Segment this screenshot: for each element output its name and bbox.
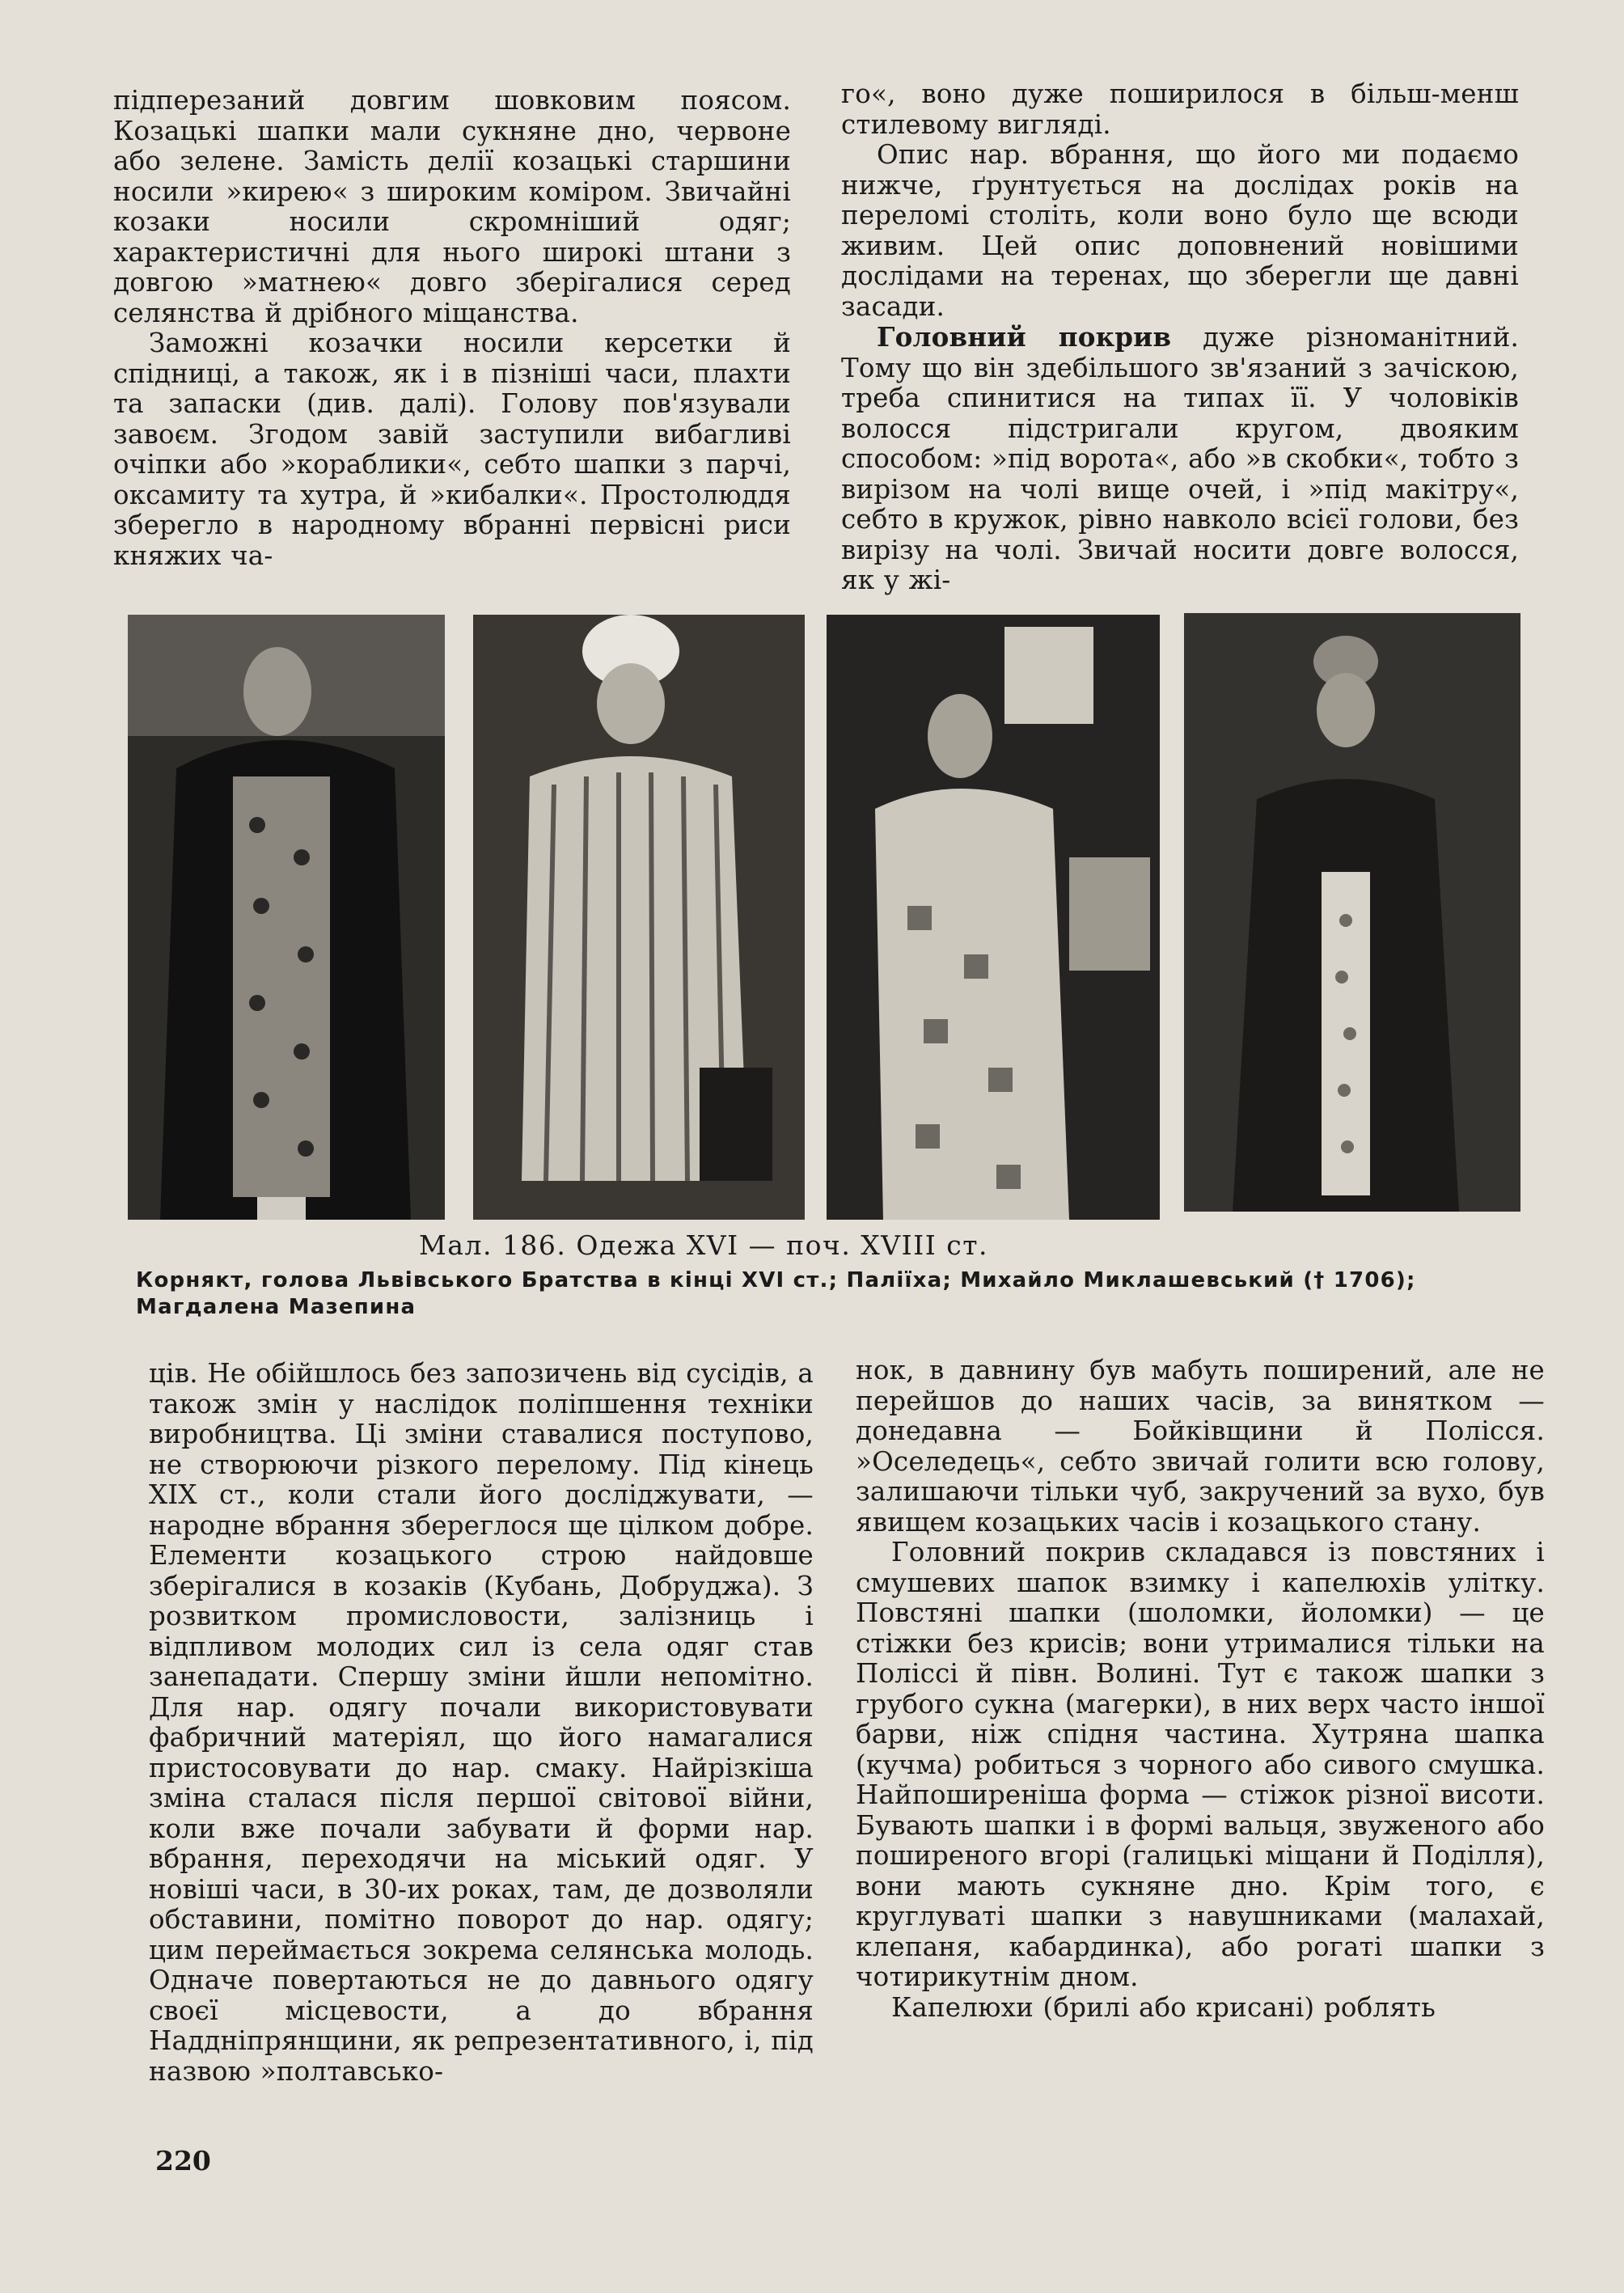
paragraph: підперезаний довгим шовковим поясом. Козацькі шапки мали сукняне дно, червоне або зелене. Замість делії козацькі старшини носили »кирею« з широким коміром. Звичайні козаки носили скромніший одяг; характеристичні для нього широкі штани з довгою »матнею« довго зберігалися серед селянства й дрібного міщанства.: [113, 85, 791, 328]
paragraph: Опис нар. вбрання, що його ми подаємо нижче, ґрунтується на дослідах років на переломі століть, коли воно було ще всюди живим. Цей опис доповнений новішими дослідами на теренах, що зберегли ще давні засади.: [841, 139, 1519, 322]
paragraph: нок, в давнину був мабуть поширений, але не перейшов до наших часів, за винятком — донедавна — Бойківщини й Полісся. »Оселедець«, себто звичай голити всю голову, залишаючи тільки чуб, закручений за вухо, був явищем козацьких часів і козацького стану.: [856, 1355, 1545, 1538]
paragraph-body: дуже різноманітний. Тому що він здебільшого зв'язаний з зачіскою, треба спинитися на типах її. У чоловіків волосся підстригали кругом, двояким способом: »під ворота«, або »в скобки«, тобто з вирізом на чолі вище очей, і »під макітру«, себто в кружок, рівно навколо всієї голови, без вирізу на чолі. Звичай носити довге волосся, як у жі-: [841, 322, 1520, 595]
portrait-photo-2: [473, 615, 805, 1220]
page-number: 220: [155, 2145, 211, 2177]
portrait-photo-1: [128, 615, 445, 1220]
text-column-top-left: [113, 86, 791, 571]
paragraph: ців. Не обійшлось без запозичень від сусідів, а також змін у наслідок поліпшення техніки виробництва. Ці зміни ставалися поступово, не створюючи різкого перелому. Під кінець XIX ст., коли стали його досліджувати, — народне вбрання збереглося ще цілком добре. Елементи козацького строю найдовше зберігалися в козаків (Кубань, Добруджа). З розвитком промисловости, залізниць і відпливом молодих сил із села одяг став занепадати. Спершу зміни йшли непомітно. Для нар. одягу почали використовувати фабричний матеріял, що його намагалися пристосовувати до нар. смаку. Найрізкіша зміна сталася після першої світової війни, коли вже почали забувати й форми нар. вбрання, переходячи на міський одяг. У новіші часи, в 30-их роках, там, де дозволяли обставини, помітно поворот до нар. одягу; цим переймається зокрема селянська молодь. Одначе повертаються не до давнього одягу своєї місцевости, а до вбрання Наддніпрянщини, як репрезентативного, і, під назвою »полтавсько-: [149, 1358, 814, 2087]
portrait-photo-3: [827, 615, 1160, 1220]
paragraph: [841, 322, 1519, 596]
figure-caption: Мал. 186. Одежа XVI — поч. XVIII ст.: [419, 1229, 988, 1261]
paragraph: Капелюхи (брилі або крисані) роблять: [891, 1991, 1436, 2023]
paragraph: Заможні козачки носили керсетки й спідниці, а також, як і в пізніші часи, плахти та запаски (див. далі). Голову пов'язували завоєм. Згодом завій заступили вибагливі очіпки або »кораблики«, себто шапки з парчі, оксамиту та хутра, й »кибалки«. Простолюддя зберегло в народному вбранні первісні риси княжих ча-: [113, 328, 791, 571]
bold-term: Головний покрив: [877, 321, 1172, 353]
paragraph: Головний покрив складався із повстяних і смушевих шапок взимку і капелюхів улітку. Повстяні шапки (шоломки, йоломки) — це стіжки без крисів; вони утрималися тільки на Поліссі й півн. Волині. Тут є також шапки з грубого сукна (магерки), в них верх часто іншої барви, ніж спідня частина. Хутряна шапка (кучма) робиться з чорного або сивого смушка. Найпоширеніша форма — стіжок різної висоти. Бувають шапки і в формі вальця, звуженого або поширеного вгорі (галицькі міщани й Поділля), вони мають сукняне дно. Крім того, є круглуваті шапки з навушниками (малахай, клепаня, кабардинка), або рогаті шапки з чотирикутнім дном.: [856, 1537, 1545, 1992]
text-column-top-right: [841, 79, 1519, 596]
portrait-photo-4: [1184, 613, 1520, 1212]
figure-description: Корнякт, голова Львівського Братства в кінці XVI ст.; Паліїха; Михайло Миклашевський († 1706); Магдалена Мазепина: [136, 1268, 1416, 1319]
paragraph: го«, воно дуже поширилося в більш-менш стилевому вигляді.: [841, 78, 1519, 140]
text-column-bottom-left: [149, 1359, 814, 2087]
text-column-bottom-right: [856, 1356, 1545, 2023]
